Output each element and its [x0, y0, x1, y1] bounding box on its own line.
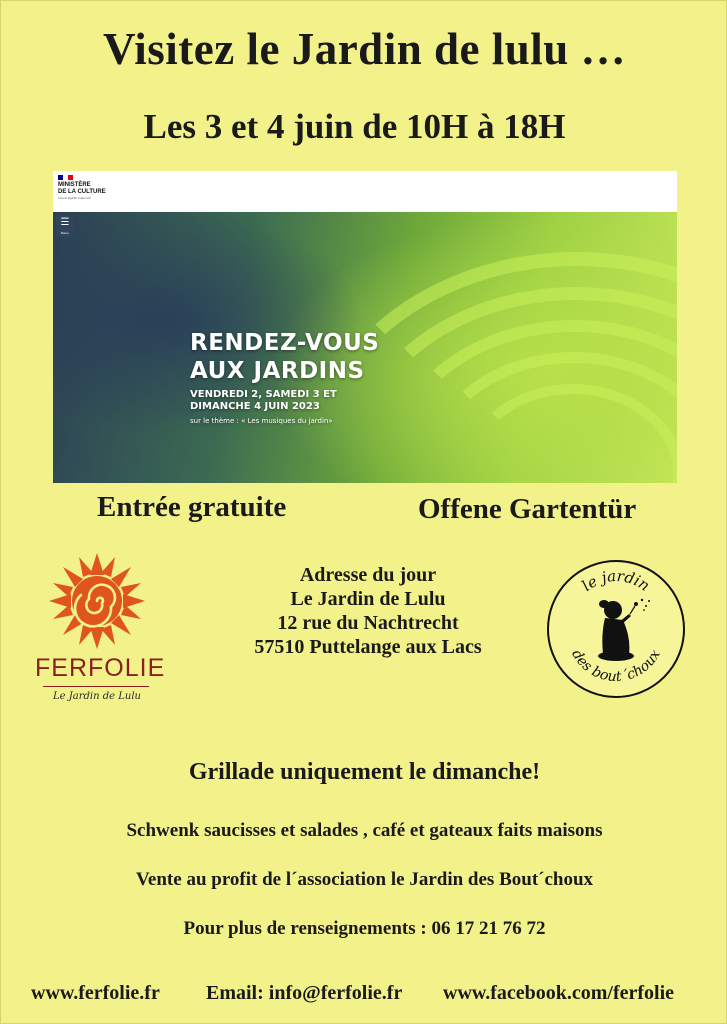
poster-title: Visitez le Jardin de lulu … [102, 24, 627, 74]
grill-notice: Grillade uniquement le dimanche! [188, 759, 541, 785]
french-flag-icon [58, 175, 73, 180]
ferfolie-logo [35, 551, 166, 716]
sale-info: Vente au profit de l´association le Jardin des Bout´choux [135, 869, 594, 890]
ferfolie-name: FERFOLIE [35, 654, 166, 682]
address-street: 12 rue du Nachtrecht [277, 612, 459, 634]
ministry-line-2: DE LA CULTURE [58, 189, 106, 195]
svg-text:le jardin [578, 567, 653, 595]
ferfolie-subtitle: Le Jardin de Lulu [53, 691, 141, 702]
free-entry-fr: Entrée gratuite [97, 491, 287, 523]
banner-theme: sur le thème : « Les musiques du jardin» [190, 417, 333, 425]
address-city: 57510 Puttelange aux Lacs [254, 636, 482, 658]
banner-subline-2: DIMANCHE 4 JUIN 2023 [190, 401, 320, 412]
contact-phone: Pour plus de renseignements : 06 17 21 76 72 [183, 918, 546, 939]
ministry-logo [58, 175, 106, 211]
banner-headline-1: RENDEZ-VOUS [190, 330, 380, 356]
event-dates: Les 3 et 4 juin de 10H à 18H [143, 107, 566, 146]
banner-text [190, 328, 379, 425]
footer-facebook: www.facebook.com/ferfolie [443, 982, 675, 1004]
ministry-motto: Liberté Égalité Fraternité [58, 196, 91, 200]
logo-top-text: le jardin [578, 566, 654, 595]
footer-website: www.ferfolie.fr [31, 982, 160, 1004]
address-name: Le Jardin de Lulu [290, 588, 446, 610]
banner-headline-2: AUX JARDINS [190, 358, 365, 384]
menu-button: ☰ Menu [56, 215, 74, 237]
rendez-vous-banner [53, 171, 677, 483]
garden-maze-photo [53, 212, 677, 483]
sun-spiral-icon [35, 551, 159, 651]
food-info: Schwenk saucisses et salades , café et gateaux faits maisons [126, 820, 603, 841]
footer-email: Email: info@ferfolie.fr [206, 982, 403, 1004]
ministry-line-1: MINISTÈRE [58, 182, 91, 188]
free-entry-de: Offene Gartentür [418, 493, 637, 525]
address-heading: Adresse du jour [299, 564, 437, 586]
address-block [237, 563, 499, 659]
child-blowing-dandelion-icon [598, 599, 650, 661]
menu-label: Menu [60, 231, 70, 235]
banner-subline-1: VENDREDI 2, SAMEDI 3 ET [190, 389, 337, 400]
jardin-des-boutchoux-logo [547, 560, 685, 698]
logo-bottom-text: des bout´choux [568, 647, 664, 686]
